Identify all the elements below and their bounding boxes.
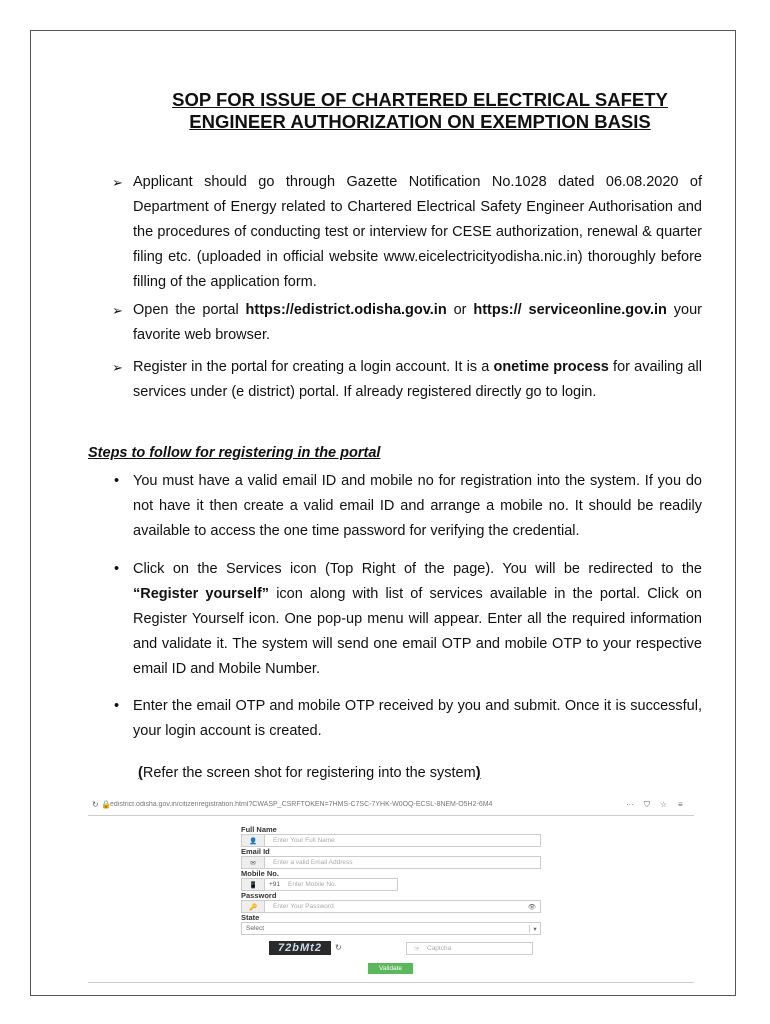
email-label: Email Id: [241, 847, 270, 856]
intro-item-text: Open the portal https://edistrict.odisha.gov.in or https:// serviceonline.gov.in your favorite web browser.: [133, 302, 702, 343]
eye-icon[interactable]: 👁: [527, 903, 536, 911]
intro-item-register: [112, 355, 702, 405]
full-name-label: Full Name: [241, 825, 277, 834]
registration-screenshot: [88, 797, 694, 983]
refresh-icon[interactable]: ↻: [335, 943, 342, 952]
validate-button[interactable]: Validate: [368, 963, 413, 974]
intro-item-gazette: [112, 170, 702, 295]
mobile-label: Mobile No.: [241, 869, 279, 878]
arrow-bullet-icon: ➢: [112, 360, 123, 375]
phone-icon: 📱: [242, 879, 265, 890]
arrow-bullet-icon: ➢: [112, 175, 123, 190]
captcha-row: [241, 941, 541, 972]
menu-dots-icon: ···: [626, 800, 634, 809]
arrow-bullet-icon: ➢: [112, 303, 123, 318]
screenshot-divider: [88, 982, 694, 983]
step-text: Click on the Services icon (Top Right of the page). You will be redirected to the “Register yourself” icon along with list of services available in the portal. Click on Register Yourself icon. One pop-up menu will appear. Enter all the required information and validate it. The system will send one email OTP and mobile OTP to your respective email ID and Mobile Number.: [133, 561, 702, 677]
browser-url-bar: [88, 797, 694, 816]
intro-item-text: Applicant should go through Gazette Notification No.1028 dated 06.08.2020 of Department of Energy related to Chartered Electrical Safety Engineer Authorisation and the procedures of conducting test or interview for CESE authorization, renewal & quarter filing etc. (uploaded in official website www.eicelectricityodisha.nic.in) thoroughly before filling of the application form.: [133, 174, 702, 290]
back-icon: ↻: [92, 800, 99, 809]
intro-item-portal: [112, 298, 702, 348]
bullet-icon: •: [114, 561, 120, 577]
star-icon: ☆: [660, 800, 668, 809]
lock-icon: 🔒: [101, 800, 111, 809]
document-title-line1: SOP FOR ISSUE OF CHARTERED ELECTRICAL SAFETY: [172, 89, 668, 110]
key-icon: 🔑: [242, 901, 265, 912]
hand-icon: ☞: [414, 945, 420, 953]
bullet-icon: •: [114, 473, 120, 489]
state-label: State: [241, 913, 260, 922]
registration-form: [241, 825, 541, 972]
user-icon: 👤: [242, 835, 265, 846]
step-item-services: [112, 557, 702, 682]
chevron-down-icon: ▾: [529, 925, 540, 933]
serviceonline-link[interactable]: https:// serviceonline.gov.in: [473, 302, 667, 318]
hamburger-icon: ≡: [678, 800, 683, 809]
section-heading: Steps to follow for registering in the portal: [88, 445, 381, 461]
shield-icon: ⛉: [644, 800, 650, 809]
bullet-icon: •: [114, 698, 120, 714]
step-item-email: [112, 469, 702, 544]
captcha-image: 72bMt2: [269, 941, 331, 955]
envelope-icon: ✉: [242, 857, 265, 868]
email-input[interactable]: ✉ Enter a valid Email Address: [241, 856, 541, 869]
mobile-prefix: +91: [269, 881, 281, 888]
refer-note: (Refer the screen shot for registering into the system): [138, 765, 481, 781]
intro-item-text: Register in the portal for creating a login account. It is a onetime process for availing all services under (e district) portal. If already registered directly go to login.: [133, 359, 702, 400]
document-title-line2: ENGINEER AUTHORIZATION ON EXEMPTION BASIS: [189, 111, 651, 132]
step-text: Enter the email OTP and mobile OTP received by you and submit. Once it is successful, your login account is created.: [133, 698, 702, 739]
url-text: edistrict.odisha.gov.in/citizenregistration.html?CWASP_CSRFTOKEN=7HMS-C7SC-7YHK-W0OQ-ECSL-8NEM-O5H2-6M4: [110, 801, 493, 808]
mobile-input[interactable]: 📱 +91 Enter Mobile No.: [241, 878, 398, 891]
step-item-otp: [112, 694, 702, 744]
password-input[interactable]: 🔑 Enter Your Password 👁: [241, 900, 541, 913]
full-name-input[interactable]: 👤 Enter Your Full Name: [241, 834, 541, 847]
edistrict-link[interactable]: https://edistrict.odisha.gov.in: [245, 302, 447, 318]
password-label: Password: [241, 891, 277, 900]
state-select[interactable]: Select ▾: [241, 922, 541, 935]
step-text: You must have a valid email ID and mobile no for registration into the system. If you do not have it then create a valid email ID and arrange a mobile no. It should be readily available to access the one time password for verifying the credential.: [133, 473, 702, 539]
captcha-input[interactable]: ☞ Captcha: [406, 942, 533, 955]
